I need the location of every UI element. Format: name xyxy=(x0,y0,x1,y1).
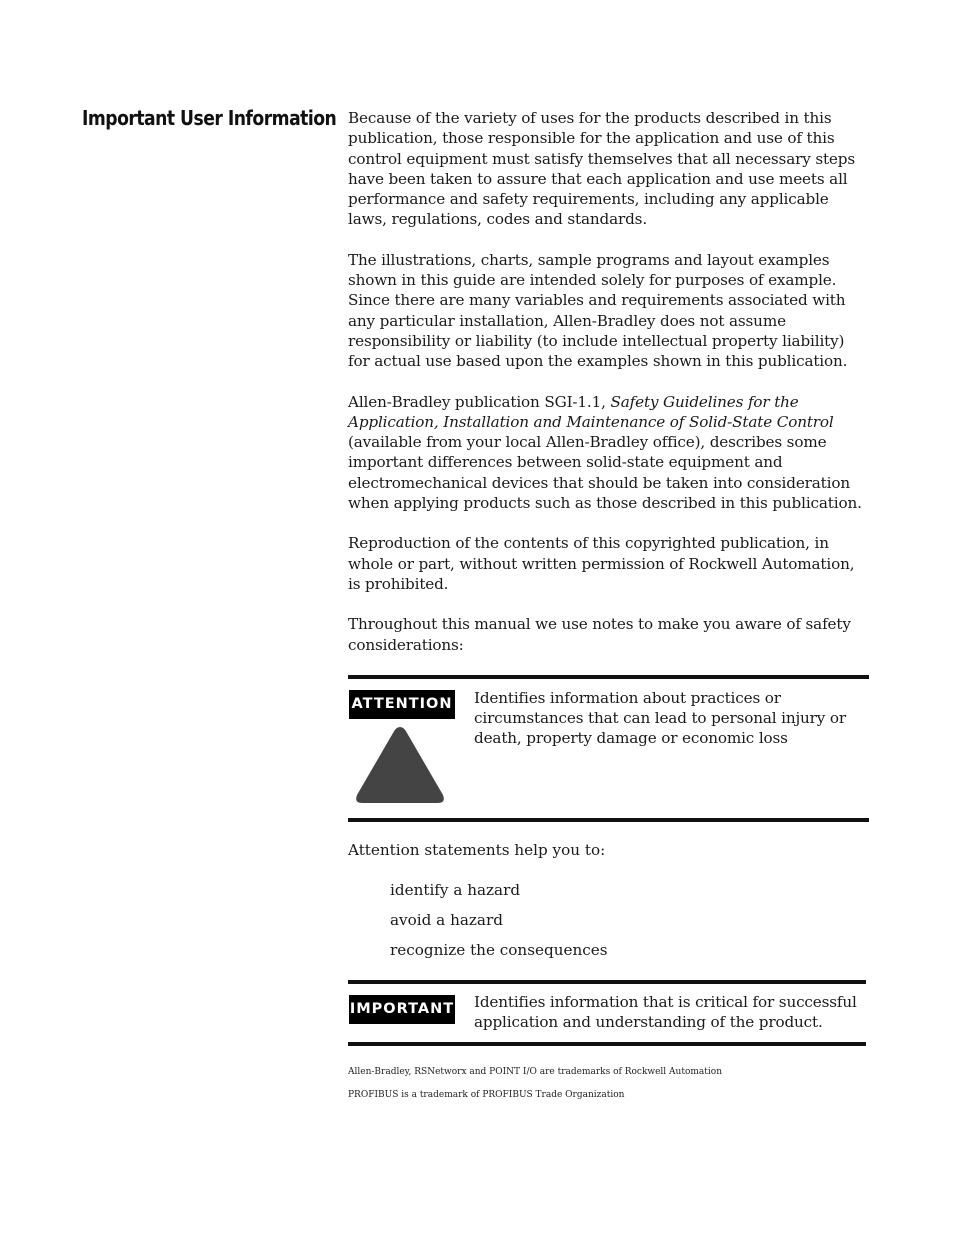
paragraph-reproduction: Reproduction of the contents of this copyrighted publication, in whole or part, without written permission of Rockwell Automation, is prohibited. xyxy=(348,534,855,593)
attention-badge: ATTENTION xyxy=(349,690,455,719)
safety-guidelines-suffix: (available from your local Allen-Bradley office), describes some important differences between solid-state equipment and electromechanical devices that should be taken into consideration when applying products such as those described in this publication. xyxy=(348,433,862,513)
important-text: Identifies information that is critical for successful application and understanding of the product. xyxy=(474,993,857,1032)
safety-guidelines-title: Safety Guidelines for the Application, Installation and Maintenance of Solid-State Control xyxy=(348,392,834,431)
trademark-note-profibus: PROFIBUS is a trademark of PROFIBUS Trade Organization xyxy=(348,1090,625,1101)
list-item: identify a hazard xyxy=(390,881,521,900)
main-content xyxy=(348,108,870,1101)
page-title: Important User Information xyxy=(82,106,337,130)
warning-triangle-icon xyxy=(354,723,446,807)
safety-guidelines-prefix: Allen-Bradley publication SGI-1.1, xyxy=(348,392,611,411)
paragraph-notes-intro: Throughout this manual we use notes to make you aware of safety considerations: xyxy=(348,615,851,654)
attention-notice xyxy=(348,675,869,822)
important-notice xyxy=(348,980,866,1046)
list-item: avoid a hazard xyxy=(390,910,503,929)
paragraph-examples: The illustrations, charts, sample programs and layout examples shown in this guide are intended solely for purposes of example. Since there are many variables and requirements associated with any particular installation, Allen-Bradley does not assume responsibility or liability (to include intellectual property liability) for actual use based upon the examples shown in this publication. xyxy=(348,250,848,371)
trademark-note-rockwell: Allen-Bradley, RSNetworx and POINT I/O are trademarks of Rockwell Automation xyxy=(348,1067,722,1078)
attention-help-list xyxy=(390,880,870,960)
attention-help-intro: Attention statements help you to: xyxy=(348,840,606,859)
paragraph-safety-guidelines xyxy=(348,392,870,514)
paragraph-usage: Because of the variety of uses for the products described in this publication, those responsible for the application and use of this control equipment must satisfy themselves that all necessary steps have been taken to assure that each application and use meets all performance and safety requirements, including any applicable laws, regulations, codes and standards. xyxy=(348,109,855,229)
important-badge: IMPORTANT xyxy=(349,995,455,1024)
list-item: recognize the consequences xyxy=(390,940,608,959)
attention-text: Identifies information about practices or circumstances that can lead to personal injury or death, property damage or economic loss xyxy=(474,688,847,748)
